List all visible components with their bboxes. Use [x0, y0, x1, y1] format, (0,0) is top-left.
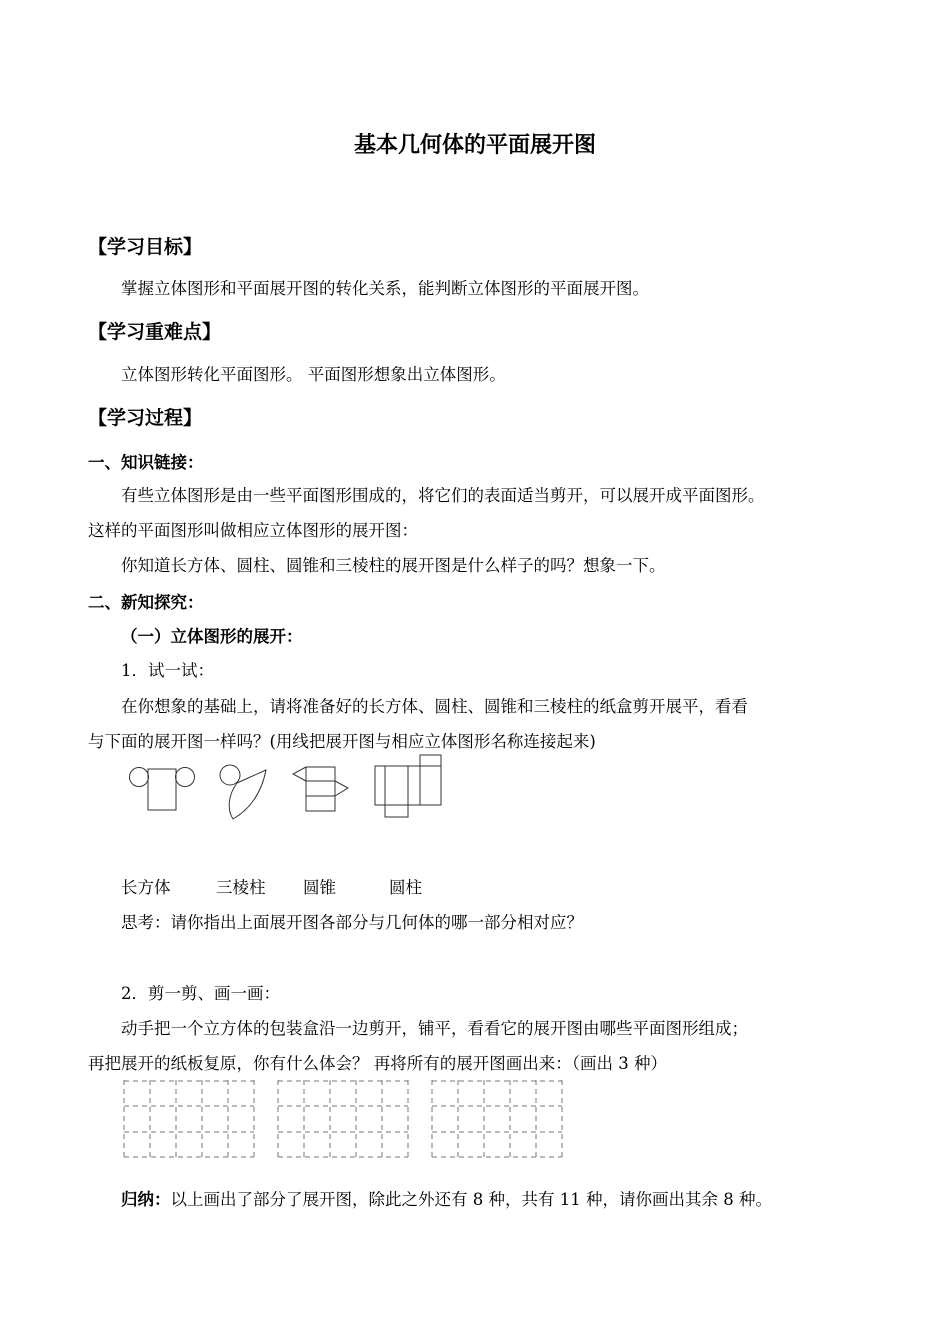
item2-line1: 动手把一个立方体的包装盒沿一边剪开，铺平，看看它的展开图由哪些平面图形组成；	[121, 1019, 748, 1038]
unfold-subheading: （一）立体图形的展开：	[121, 627, 303, 646]
drawing-grid-1	[124, 1080, 256, 1158]
summary	[121, 1186, 772, 1210]
process-heading: 【学习过程】	[88, 407, 203, 429]
drawing-grid-2	[278, 1080, 410, 1158]
knowledge-para2: 你知道长方体、圆柱、圆锥和三棱柱的展开图是什么样子的吗？想象一下。	[121, 556, 666, 575]
goals-text: 掌握立体图形和平面展开图的转化关系，能判断立体图形的平面展开图。	[121, 279, 649, 298]
item1-line1: 在你想象的基础上，请将准备好的长方体、圆柱、圆锥和三棱柱的纸盒剪开展平，看看	[121, 697, 748, 716]
solid-name-cone: 圆锥	[303, 878, 336, 897]
drawing-grid-3	[432, 1080, 564, 1158]
difficulty-text: 立体图形转化平面图形。 平面图形想象出立体图形。	[121, 365, 506, 384]
cylinder-net	[130, 768, 195, 811]
triangular-prism-net	[293, 767, 348, 811]
goals-heading: 【学习目标】	[88, 236, 203, 258]
summary-label: 归纳：	[121, 1190, 171, 1209]
summary-text: 以上画出了部分了展开图，除此之外还有 8 种，共有 11 种，请你画出其余 8 种。	[170, 1190, 772, 1209]
new-knowledge-heading: 二、新知探究：	[88, 593, 204, 612]
solid-name-triangular-prism: 三棱柱	[216, 878, 266, 897]
page-title: 基本几何体的平面展开图	[353, 132, 596, 158]
item1-line2: 与下面的展开图一样吗？(用线把展开图与相应立体图形名称连接起来)	[88, 732, 596, 751]
solid-name-cylinder: 圆柱	[389, 878, 422, 897]
solid-name-cuboid: 长方体	[121, 878, 171, 897]
knowledge-link-heading: 一、知识链接：	[88, 453, 204, 472]
difficulty-heading: 【学习重难点】	[88, 321, 222, 343]
think-question: 思考：请你指出上面展开图各部分与几何体的哪一部分相对应？	[121, 913, 583, 932]
item2-line2: 再把展开的纸板复原，你有什么体会？ 再将所有的展开图画出来：（画出 3 种）	[88, 1054, 667, 1073]
item2-label: 2．剪一剪、画一画：	[121, 984, 280, 1003]
item1-label: 1．试一试：	[121, 661, 214, 680]
cone-net	[220, 765, 266, 819]
knowledge-para1-line1: 有些立体图形是由一些平面图形围成的，将它们的表面适当剪开，可以展开成平面图形。	[121, 486, 765, 505]
knowledge-para1-line2: 这样的平面图形叫做相应立体图形的展开图：	[88, 521, 418, 540]
cuboid-net	[375, 755, 441, 817]
